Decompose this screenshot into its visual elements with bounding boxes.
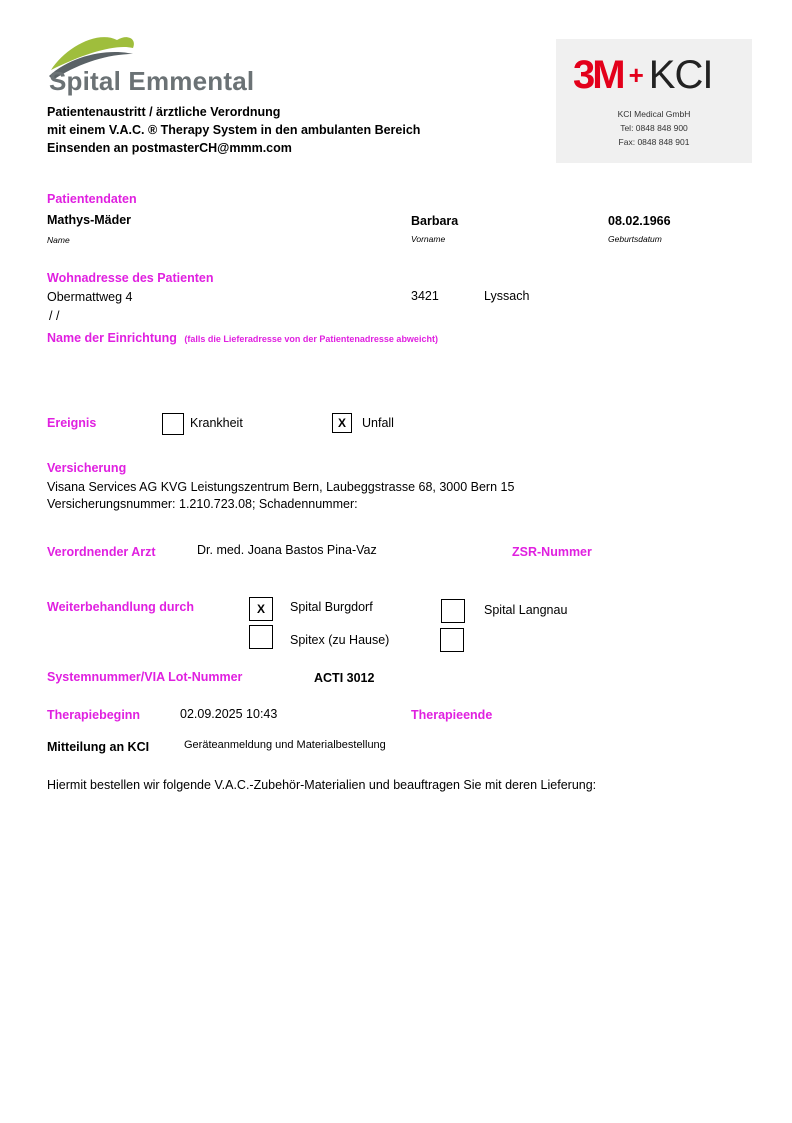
checkbox-unfall[interactable]: X: [332, 413, 352, 433]
label-spitex: Spitex (zu Hause): [290, 633, 390, 647]
zsr-number-label: ZSR-Nummer: [512, 545, 592, 559]
logo-3m: 3M: [573, 52, 623, 97]
address-city: Lyssach: [484, 289, 530, 303]
facility-label: Name der Einrichtung: [47, 331, 177, 345]
kci-logo: [573, 53, 712, 97]
section-address: Wohnadresse des Patienten: [47, 271, 214, 285]
insurance-line1: Visana Services AG KVG Leistungszentrum Bern, Laubeggstrasse 68, 3000 Bern 15: [47, 480, 515, 494]
label-unfall: Unfall: [362, 416, 394, 430]
section-system-number: Systemnummer/VIA Lot-Nummer: [47, 670, 243, 684]
patient-last-name: Mathys-Mäder: [47, 213, 132, 227]
order-statement: Hiermit bestellen wir folgende V.A.C.-Zubehör-Materialien und beauftragen Sie mit deren Lieferung:: [47, 778, 597, 792]
form-title-line1: Patientenaustritt / ärztliche Verordnung: [47, 105, 281, 119]
checkbox-unlabeled[interactable]: [440, 628, 464, 652]
caption-name: Name: [47, 235, 70, 245]
label-spital-langnau: Spital Langnau: [484, 603, 568, 617]
checkbox-spital-langnau[interactable]: [441, 599, 465, 623]
hospital-name: Spital Emmental: [49, 66, 255, 96]
kci-contact-box: [556, 39, 752, 163]
address-zip: 3421: [411, 289, 439, 303]
section-followup: Weiterbehandlung durch: [47, 600, 194, 614]
kci-company: KCI Medical GmbH: [617, 109, 691, 119]
section-doctor: Verordnender Arzt: [47, 545, 156, 559]
patient-birth-date: 08.02.1966: [608, 214, 671, 228]
form-title-line2: mit einem V.A.C. ® Therapy System in den ambulanten Bereich: [47, 123, 421, 137]
label-krankheit: Krankheit: [190, 416, 243, 430]
address-street: Obermattweg 4: [47, 290, 133, 304]
kci-tel: Tel: 0848 848 900: [620, 123, 688, 133]
facility-row: [47, 329, 438, 347]
section-patient-data: Patientendaten: [47, 192, 137, 206]
patient-first-name: Barbara: [411, 214, 459, 228]
system-number-value: ACTI 3012: [314, 671, 375, 685]
facility-note: (falls die Lieferadresse von der Patientenadresse abweicht): [184, 334, 438, 344]
therapy-start-value: 02.09.2025 10:43: [180, 707, 278, 721]
checkbox-krankheit[interactable]: [162, 413, 184, 435]
checkbox-spitex[interactable]: [249, 625, 273, 649]
label-spital-burgdorf: Spital Burgdorf: [290, 600, 373, 614]
caption-birth-date: Geburtsdatum: [608, 234, 662, 244]
logo-kci: KCI: [648, 52, 713, 97]
checkbox-spital-burgdorf[interactable]: X: [249, 597, 273, 621]
section-insurance: Versicherung: [47, 461, 127, 475]
form-title-line3: Einsenden an postmasterCH@mmm.com: [47, 141, 292, 155]
therapy-start-label: Therapiebeginn: [47, 708, 141, 722]
logo-plus: +: [628, 59, 644, 90]
address-extra-line: / /: [49, 309, 60, 323]
insurance-line2: Versicherungsnummer: 1.210.723.08; Schadennummer:: [47, 497, 358, 511]
caption-first-name: Vorname: [411, 234, 446, 244]
kci-fax: Fax: 0848 848 901: [618, 137, 690, 147]
therapy-end-label: Therapieende: [411, 708, 493, 722]
doctor-name: Dr. med. Joana Bastos Pina-Vaz: [197, 543, 377, 557]
section-event: Ereignis: [47, 416, 97, 430]
message-label: Mitteilung an KCI: [47, 740, 150, 754]
message-value: Geräteanmeldung und Materialbestellung: [184, 739, 386, 751]
